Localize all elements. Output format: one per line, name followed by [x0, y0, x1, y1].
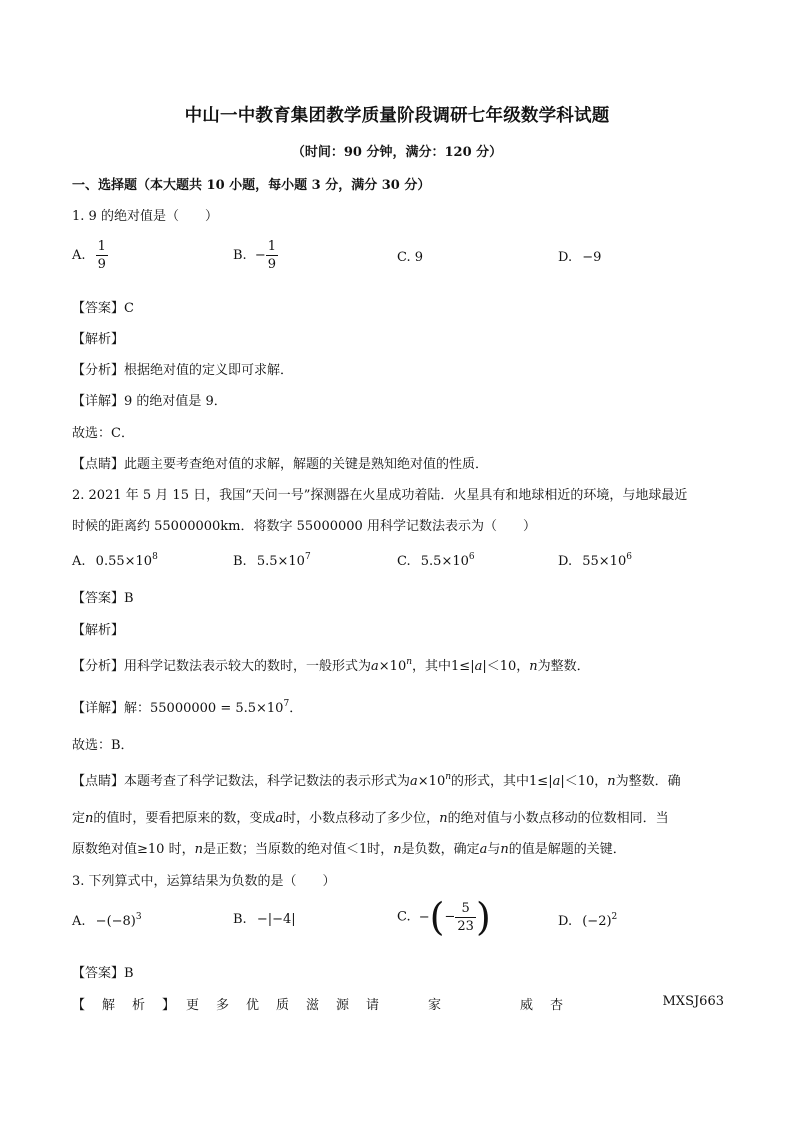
q2-jiexi: 【解析】 — [72, 623, 125, 638]
q2-dianjing-line2: 定n的值时，要看把原来的数，变成a时，小数点移动了多少位，n的绝对值与小数点移动的位数相同．当 — [72, 811, 669, 826]
q1-answer: 【答案】C — [72, 301, 134, 316]
q2-answer: 【答案】B — [72, 591, 134, 606]
exam-subtitle: （时间：90 分钟，满分：120 分） — [291, 145, 503, 160]
fraction: $\frac{1}{9}$ — [267, 239, 277, 272]
q2-stem-line2: 时候的距离约 55000000km．将数字 55000000 用科学记数法表示为（ ） — [72, 519, 536, 534]
q1-option-c: C. 9 — [397, 250, 424, 265]
footer-jiexi: 【解析】 — [72, 998, 193, 1013]
q3-stem: 3. 下列算式中，运算结果为负数的是（ ） — [72, 874, 336, 889]
q1-jiexi: 【解析】 — [72, 332, 125, 347]
q1-stem: 1. 9 的绝对值是（ ） — [72, 209, 218, 224]
q3-answer: 【答案】B — [72, 966, 134, 981]
q2-fenxi: 【分析】用科学记数法表示较大的数时，一般形式为$a\times 10^n$，其中1≤|a|＜10，n为整数． — [72, 657, 590, 674]
fraction: $\frac{5}{23}$ — [457, 900, 474, 934]
q2-option-c: C. $5.5\times 10^6$ — [397, 552, 475, 569]
q1-option-d: D. −9 — [558, 250, 602, 265]
q3-option-d: D. $(-2)^2$ — [558, 912, 618, 929]
q1-xiangjie: 【详解】9 的绝对值是 9． — [72, 394, 227, 409]
q2-stem-line1: 2. 2021 年 5 月 15 日，我国“天问一号”探测器在火星成功着陆．火星具有和地球相近的环境，与地球最近 — [72, 488, 688, 503]
section-heading: 一、选择题（本大题共 10 小题，每小题 3 分，满分 30 分） — [72, 178, 431, 193]
q3-option-a: A. $-(-8)^3$ — [72, 912, 142, 929]
q2-option-b: B. $5.5\times 10^7$ — [233, 552, 311, 569]
q1-fenxi: 【分析】根据绝对值的定义即可求解． — [72, 363, 294, 378]
q2-xiangjie: 【详解】解：$55000000 = 5.5\times 10^7$． — [72, 699, 303, 716]
q2-dianjing-line1: 【点睛】本题考查了科学记数法，科学记数法的表示形式为$a\times 10^n$的形式，其中1≤|a|＜10，n为整数．确 — [72, 772, 681, 789]
footer-weixing: 威杏 — [520, 998, 581, 1013]
q1-dianjing: 【点睛】此题主要考查绝对值的求解，解题的关键是熟知绝对值的性质． — [72, 457, 489, 472]
q1-guxuan: 故选：C． — [72, 426, 134, 441]
q1-option-b: B. − $\frac{1}{9}$ — [233, 239, 277, 272]
exam-title: 中山一中教育集团教学质量阶段调研七年级数学科试题 — [184, 106, 610, 126]
footer-jia: 家 — [428, 998, 442, 1013]
footer-more: 更多优质滋源请 — [186, 998, 397, 1013]
footer-code: MXSJ663 — [662, 994, 724, 1009]
q2-option-d: D. $55\times 10^6$ — [558, 552, 632, 569]
q2-dianjing-line3: 原数绝对值≥10 时，n是正数；当原数的绝对值＜1时，n是负数，确定a与n的值是解题的关键． — [72, 842, 626, 857]
footer-watermark-line — [72, 994, 724, 1012]
fraction: $\frac{1}{9}$ — [97, 239, 106, 272]
q3-option-b: B. −|−4| — [233, 912, 296, 927]
q2-guxuan: 故选：B． — [72, 738, 134, 753]
q1-option-a: A. $\frac{1}{9}$ — [72, 239, 106, 272]
q3-option-c: C. −(− $\frac{5}{23}$ ) — [397, 895, 491, 939]
q2-option-a: A. $0.55\times 10^8$ — [72, 552, 158, 569]
